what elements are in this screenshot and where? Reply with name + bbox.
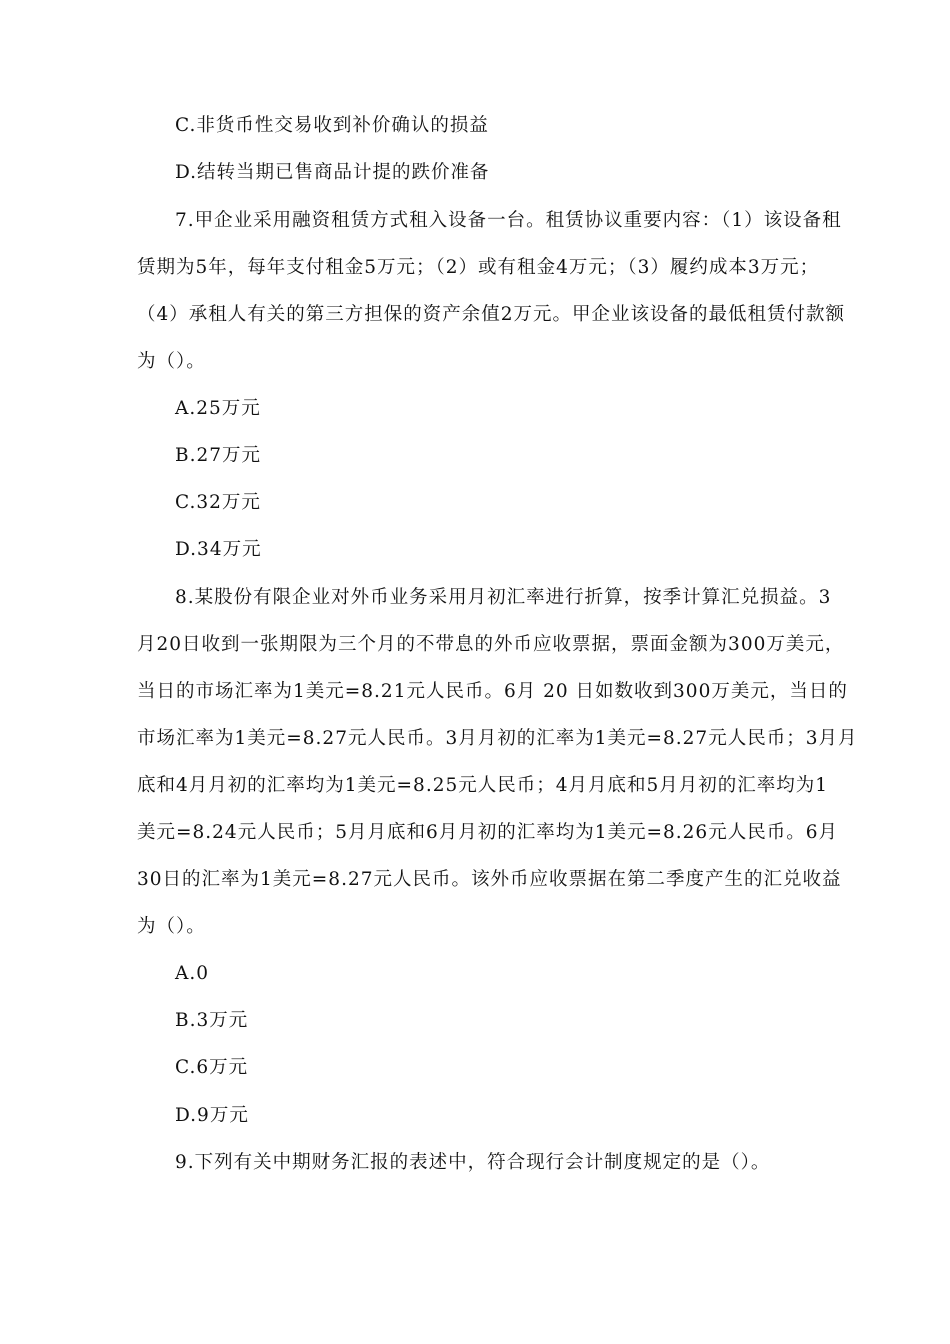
q8-option-c: C.6万元: [175, 1057, 249, 1078]
q8-option-a: A.0: [175, 963, 210, 984]
q8-line-7: 30日的汇率为1美元=8.27元人民币。该外币应收票据在第二季度产生的汇兑收益: [137, 869, 842, 890]
q8-option-d: D.9万元: [175, 1105, 249, 1126]
q7-line-4: 为（）。: [137, 351, 206, 372]
q9-line-1: 9.下列有关中期财务汇报的表述中，符合现行会计制度规定的是（）。: [175, 1152, 771, 1173]
q7-option-d: D.34万元: [175, 539, 262, 560]
q7-line-3: （4）承租人有关的第三方担保的资产余值2万元。甲企业该设备的最低租赁付款额: [137, 304, 846, 325]
q6-option-c: C.非货币性交易收到补价确认的损益: [175, 115, 489, 136]
q7-line-1: 7.甲企业采用融资租赁方式租入设备一台。租赁协议重要内容：（1）该设备租: [175, 210, 842, 231]
q8-line-2: 月20日收到一张期限为三个月的不带息的外币应收票据，票面金额为300万美元，: [137, 634, 845, 655]
q7-option-b: B.27万元: [175, 445, 262, 466]
q8-line-3: 当日的市场汇率为1美元=8.21元人民币。6月 20 日如数收到300万美元，当日的: [137, 681, 848, 702]
q6-option-d: D.结转当期已售商品计提的跌价准备: [175, 162, 490, 183]
q8-line-4: 市场汇率为1美元=8.27元人民币。3月月初的汇率为1美元=8.27元人民币；3月月: [137, 728, 858, 749]
q8-line-8: 为（）。: [137, 916, 206, 937]
q8-line-6: 美元=8.24元人民币；5月月底和6月月初的汇率均为1美元=8.26元人民币。6月: [137, 822, 838, 843]
q8-line-5: 底和4月月初的汇率均为1美元=8.25元人民币；4月月底和5月月初的汇率均为1: [137, 775, 829, 796]
q7-line-2: 赁期为5年，每年支付租金5万元；（2）或有租金4万元；（3）履约成本3万元；: [137, 257, 820, 278]
q8-option-b: B.3万元: [175, 1010, 249, 1031]
q7-option-a: A.25万元: [175, 398, 261, 419]
q7-option-c: C.32万元: [175, 492, 261, 513]
q8-line-1: 8.某股份有限企业对外币业务采用月初汇率进行折算，按季计算汇兑损益。3: [175, 587, 832, 608]
